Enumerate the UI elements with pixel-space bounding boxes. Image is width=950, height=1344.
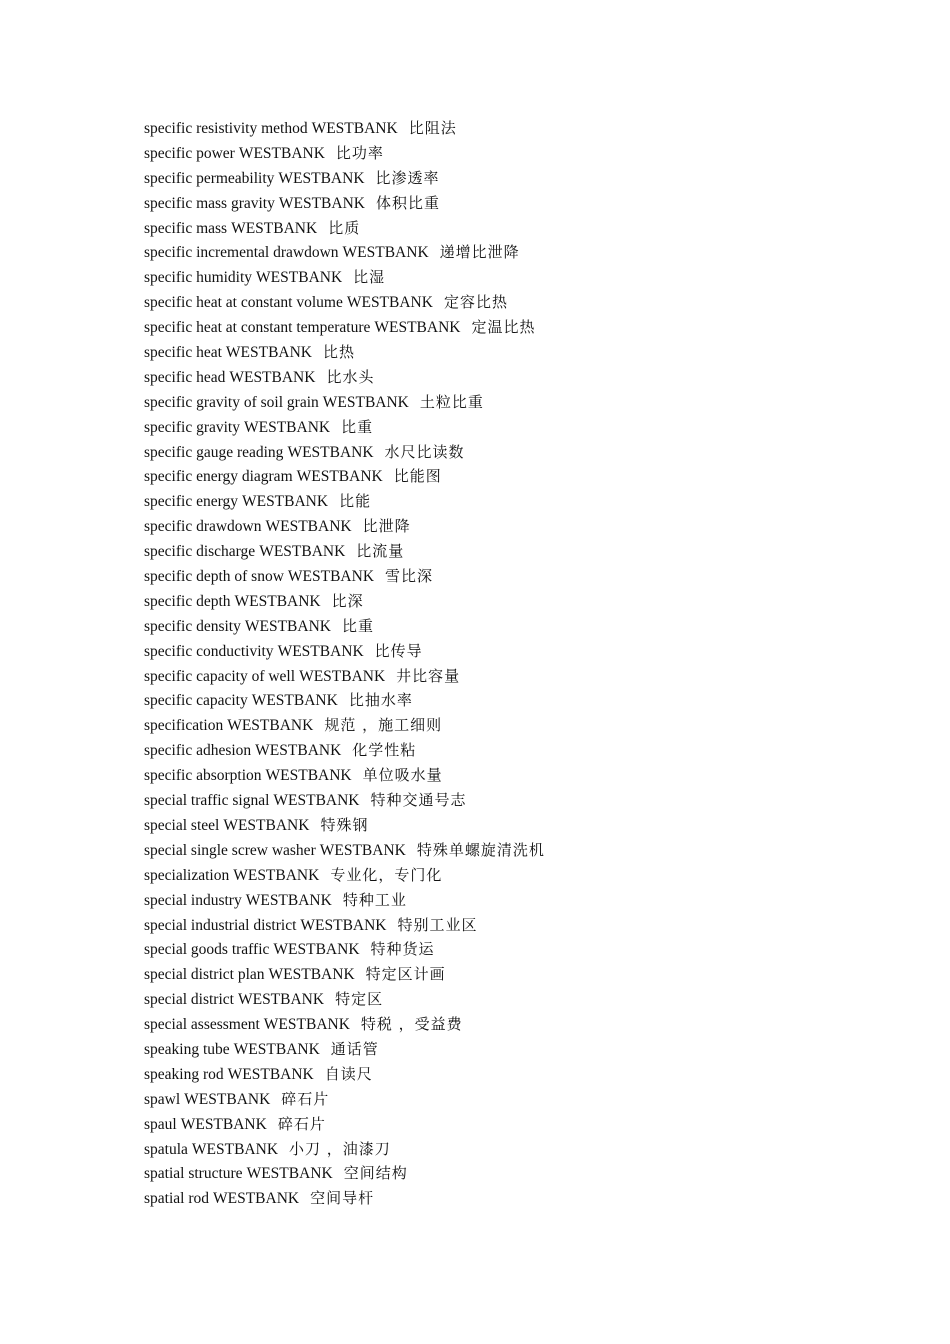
entry-term: specific conductivity [144,642,274,660]
glossary-entry [144,489,545,514]
glossary-entry [144,589,545,614]
entry-translation: 特定区计画 [365,965,446,984]
glossary-entry [144,937,545,962]
glossary-entry [144,1112,545,1137]
entry-source-tag: WESTBANK [268,966,355,984]
entry-source-tag: WESTBANK [287,443,374,461]
glossary-entry [144,415,545,440]
entry-source-tag: WESTBANK [231,219,318,237]
entry-source-tag: WESTBANK [296,468,383,486]
glossary-entry [144,290,545,315]
glossary-entry [144,166,545,191]
entry-term: spaul [144,1115,177,1133]
entry-source-tag: WESTBANK [259,543,346,561]
entry-translation: 井比容量 [396,666,461,685]
glossary-entry [144,863,545,888]
entry-source-tag: WESTBANK [273,792,360,810]
glossary-entry [144,1186,545,1211]
glossary-entry [144,191,545,216]
entry-translation: 小刀 ，油漆刀 [289,1139,391,1158]
glossary-entry [144,116,545,141]
entry-translation: 单位吸水量 [362,766,443,785]
glossary-entry [144,1087,545,1112]
entry-source-tag: WESTBANK [273,941,360,959]
entry-source-tag: WESTBANK [263,1016,350,1034]
entry-source-tag: WESTBANK [184,1090,271,1108]
entry-term: speaking tube [144,1040,230,1058]
entry-source-tag: WESTBANK [180,1115,267,1133]
entry-source-tag: WESTBANK [255,742,342,760]
glossary-entry [144,614,545,639]
entry-translation: 空间结构 [343,1164,408,1183]
entry-term: specific discharge [144,543,256,561]
entry-source-tag: WESTBANK [299,667,386,685]
entry-translation: 水尺比读数 [384,442,465,461]
entry-term: specific depth [144,592,231,610]
glossary-entry [144,1062,545,1087]
entry-term: specific heat [144,344,222,362]
entry-source-tag: WESTBANK [227,717,314,735]
entry-source-tag: WESTBANK [213,1190,300,1208]
entry-source-tag: WESTBANK [234,592,321,610]
entry-translation: 特殊钢 [320,815,369,834]
entry-source-tag: WESTBANK [374,319,461,337]
entry-term: specific capacity of well [144,667,296,685]
entry-translation: 比质 [328,218,361,237]
entry-source-tag: WESTBANK [233,1040,320,1058]
entry-source-tag: WESTBANK [300,916,387,934]
entry-source-tag: WESTBANK [256,269,343,287]
entry-translation: 专业化，专门化 [330,865,443,884]
entry-source-tag: WESTBANK [243,418,331,436]
glossary-entry [144,240,545,265]
entry-term: specific head [144,368,226,386]
entry-source-tag: WESTBANK [278,169,365,187]
entry-term: specific resistivity method [144,120,308,137]
entry-source-tag: WESTBANK [245,891,332,909]
entry-term: special assessment [144,1016,260,1034]
glossary-entry [144,390,545,415]
glossary-entry [144,539,545,564]
entry-term: specific energy [144,493,238,511]
entry-term: special district [144,991,234,1009]
glossary-entry [144,340,545,365]
glossary-entry [144,216,545,241]
entry-source-tag: WESTBANK [287,568,375,586]
glossary-entry [144,1037,545,1062]
entry-source-tag: WESTBANK [229,368,316,386]
entry-source-tag: WESTBANK [223,816,310,834]
glossary-entry [144,315,545,340]
entry-source-tag: WESTBANK [237,991,325,1009]
entry-source-tag: WESTBANK [227,1065,314,1083]
entry-term: specific power [144,144,235,162]
entry-term: specific mass gravity [144,194,275,212]
entry-term: spatial structure [144,1165,243,1183]
entry-source-tag: WESTBANK [311,120,398,137]
entry-term: specific depth of snow [144,568,284,586]
entry-translation: 特税 ，受益费 [360,1015,463,1034]
entry-translation: 比泄降 [362,517,411,536]
entry-translation: 比水头 [326,367,375,386]
entry-term: specific heat at constant temperature [144,319,371,337]
glossary-entry [144,688,545,713]
entry-source-tag: WESTBANK [278,194,365,212]
glossary-entry [144,664,545,689]
glossary-list [144,116,545,1211]
entry-term: spawl [144,1090,181,1108]
entry-translation: 化学性粘 [352,741,417,760]
entry-source-tag: WESTBANK [265,518,352,536]
entry-term: specific density [144,617,241,635]
glossary-entry [144,639,545,664]
entry-term: special steel [144,816,220,834]
glossary-entry [144,913,545,938]
entry-translation: 特定区 [335,990,384,1009]
glossary-entry [144,365,545,390]
entry-term: specific drawdown [144,518,262,536]
entry-translation: 比湿 [353,268,386,287]
entry-translation: 土粒比重 [419,392,484,411]
entry-translation: 比能 [339,492,372,511]
entry-translation: 比功率 [335,143,384,162]
entry-term: spatula [144,1140,188,1158]
entry-translation: 规范 ，施工细则 [324,716,443,735]
entry-translation: 比深 [331,591,364,610]
entry-term: specific permeability [144,169,275,187]
entry-translation: 空间导杆 [310,1189,375,1208]
entry-term: spatial rod [144,1190,209,1208]
entry-term: specific absorption [144,767,262,785]
entry-source-tag: WESTBANK [251,692,338,710]
glossary-entry [144,265,545,290]
entry-term: specific gravity [144,418,240,436]
entry-term: specific capacity [144,692,248,710]
entry-term: special goods traffic [144,941,270,959]
glossary-entry [144,464,545,489]
glossary-entry [144,813,545,838]
entry-term: specific adhesion [144,742,252,760]
entry-translation: 碎石片 [281,1089,330,1108]
entry-translation: 特殊单螺旋清洗机 [416,840,545,859]
entry-term: special industry [144,891,242,909]
entry-term: special district plan [144,966,265,984]
entry-translation: 递增比泄降 [439,243,520,262]
glossary-entry [144,763,545,788]
glossary-entry [144,888,545,913]
entry-source-tag: WESTBANK [265,767,352,785]
entry-translation: 比传导 [374,641,423,660]
entry-source-tag: WESTBANK [277,642,364,660]
entry-term: special traffic signal [144,792,270,810]
entry-term: specialization [144,866,230,884]
entry-translation: 体积比重 [375,193,440,212]
entry-source-tag: WESTBANK [322,393,409,411]
entry-source-tag: WESTBANK [238,144,325,162]
glossary-entry [144,738,545,763]
entry-term: specific humidity [144,269,253,287]
entry-translation: 比阻法 [408,119,457,137]
entry-term: specific gravity of soil grain [144,393,319,411]
glossary-entry [144,987,545,1012]
glossary-entry [144,564,545,589]
entry-translation: 比流量 [356,542,405,561]
glossary-entry [144,838,545,863]
entry-term: specific gauge reading [144,443,284,461]
glossary-entry [144,1137,545,1162]
entry-translation: 通话管 [330,1039,379,1058]
entry-translation: 比渗透率 [375,168,440,187]
entry-translation: 碎石片 [277,1114,326,1133]
entry-term: specific heat at constant volume [144,294,343,312]
entry-translation: 比重 [341,417,374,436]
entry-source-tag: WESTBANK [319,841,406,859]
entry-translation: 自读尺 [324,1064,373,1083]
glossary-entry [144,514,545,539]
entry-translation: 特种交通号志 [370,791,467,810]
entry-term: specification [144,717,224,735]
glossary-entry [144,440,545,465]
entry-translation: 定温比热 [471,318,536,337]
entry-translation: 特种工业 [342,890,407,909]
entry-translation: 比抽水率 [348,691,413,710]
glossary-entry [144,1012,545,1037]
entry-term: special industrial district [144,916,297,934]
entry-translation: 定容比热 [443,293,508,312]
entry-translation: 比热 [323,343,356,362]
entry-source-tag: WESTBANK [244,617,331,635]
entry-source-tag: WESTBANK [241,493,329,511]
entry-term: special single screw washer [144,841,316,859]
entry-source-tag: WESTBANK [346,294,433,312]
entry-source-tag: WESTBANK [246,1165,333,1183]
entry-translation: 比能图 [393,467,442,486]
entry-translation: 特种货运 [370,940,435,959]
entry-term: specific mass [144,219,228,237]
glossary-entry [144,713,545,738]
entry-translation: 特别工业区 [397,915,478,934]
entry-translation: 雪比深 [385,567,434,586]
glossary-entry [144,788,545,813]
entry-term: specific energy diagram [144,468,293,486]
entry-term: speaking rod [144,1065,224,1083]
entry-translation: 比重 [341,616,374,635]
glossary-entry [144,141,545,166]
glossary-entry [144,1161,545,1186]
entry-source-tag: WESTBANK [342,244,429,262]
entry-source-tag: WESTBANK [191,1140,279,1158]
entry-source-tag: WESTBANK [225,344,312,362]
glossary-entry [144,962,545,987]
entry-term: specific incremental drawdown [144,244,339,262]
entry-source-tag: WESTBANK [233,866,320,884]
